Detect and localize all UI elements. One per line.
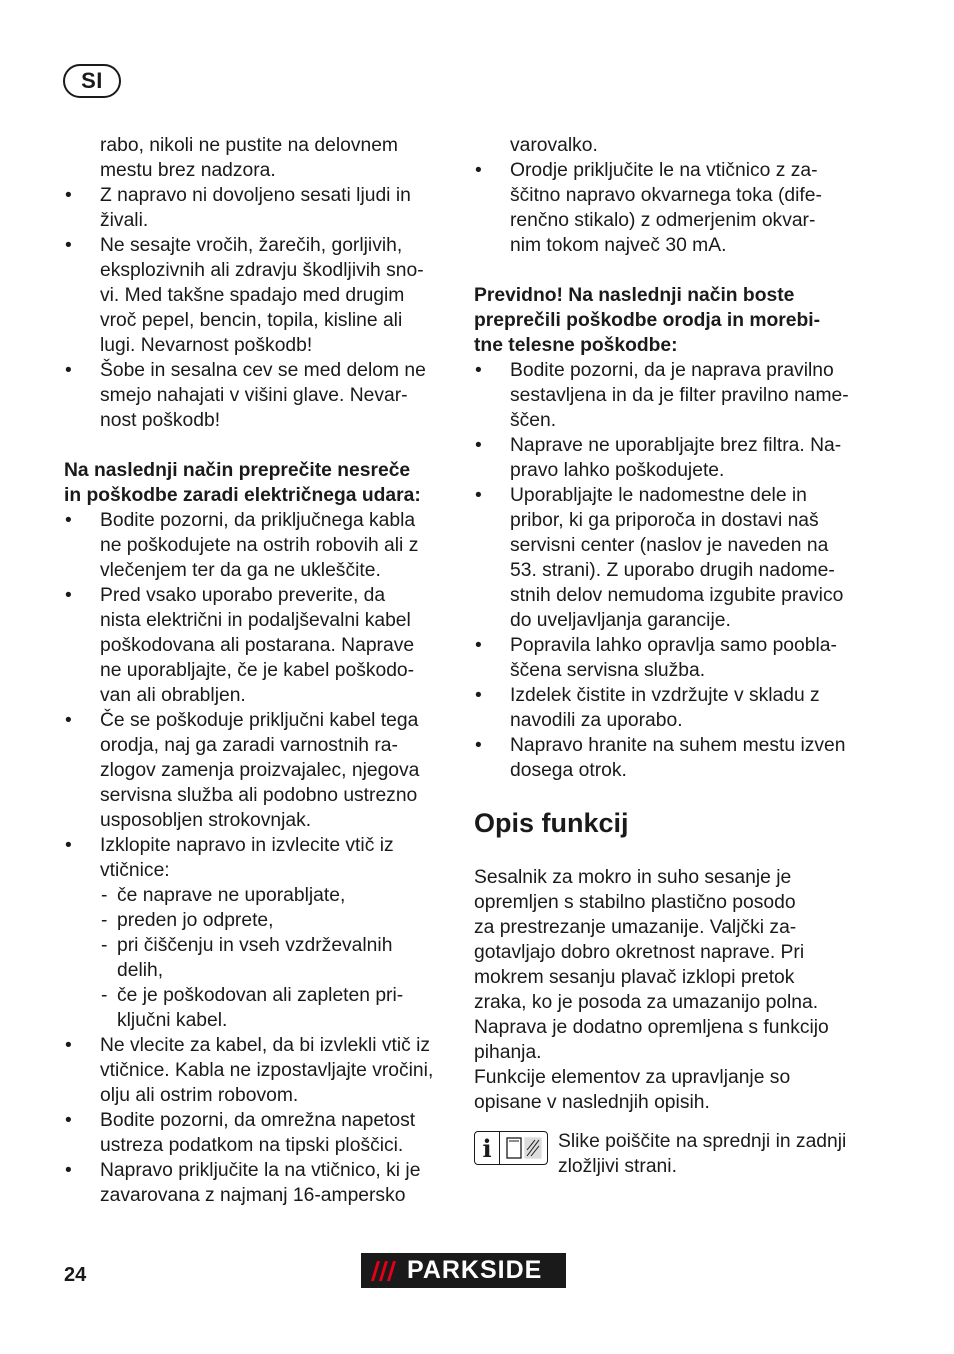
text-line: pribor, ki ga priporoča in dostavi naš (510, 510, 819, 531)
text-line: sestavljena in da je filter pravilno name- (510, 385, 849, 406)
text-line: rabo, nikoli ne pustite na delovnem (100, 135, 398, 156)
intro-text (474, 133, 860, 158)
text-line: vtičnice. Kabla ne izpostavljajte vročini, (100, 1060, 434, 1081)
list-item (64, 583, 450, 708)
section-heading (474, 283, 860, 358)
text-line: Naprava je dodatno opremljena s funkcijo (474, 1017, 829, 1038)
list-item (64, 183, 450, 233)
text-line: • Naprave ne uporabljajte brez filtra. Na- (510, 435, 842, 456)
text-line: olju ali ostrim robovom. (100, 1085, 299, 1106)
text-line: poškodovana ali postarana. Naprave (100, 635, 415, 656)
text-line: Funkcije elementov za upravljanje so (474, 1067, 791, 1088)
language-badge: SI (63, 64, 121, 98)
text-line: smejo nahajati v višini glave. Nevar- (100, 385, 408, 406)
text-line: delih, (117, 960, 164, 981)
info-text (558, 1129, 846, 1179)
text-line: servisni center (naslov je naveden na (510, 535, 829, 556)
list-item (474, 358, 860, 433)
description-paragraph (474, 865, 860, 1115)
text-line: varovalko. (510, 135, 598, 156)
list-item (474, 733, 860, 783)
sub-list-item (64, 933, 450, 983)
text-line: • Bodite pozorni, da omrežna napetost (100, 1110, 416, 1131)
text-line: nost poškodb! (100, 410, 221, 431)
list-item (64, 1158, 450, 1208)
info-i-icon: i (475, 1132, 500, 1164)
list-item (474, 633, 860, 683)
text-line: • Pred vsako uporabo preverite, da (100, 585, 386, 606)
text-line: • Popravila lahko opravlja samo poobla- (510, 635, 837, 656)
text-line: zložljivi strani. (558, 1156, 677, 1177)
text-line: Na naslednji način preprečite nesreče (64, 460, 411, 481)
text-line: • Če se poškoduje priključni kabel tega (100, 710, 419, 731)
text-line: ščitno napravo okvarnega toka (dife- (510, 185, 822, 206)
text-line: zavarovana z najmanj 16-ampersko (100, 1185, 406, 1206)
text-line: - če je poškodovan ali zapleten pri- (117, 985, 404, 1006)
text-line: renčno stikalo) z odmerjenim okvar- (510, 210, 816, 231)
text-line: - če naprave ne uporabljate, (117, 885, 346, 906)
text-line: eksplozivnih ali zdravju škodljivih sno- (100, 260, 424, 281)
text-line: lugi. Nevarnost poškodb! (100, 335, 313, 356)
text-line: servisna služba ali podobno ustrezno (100, 785, 418, 806)
text-line: • Izdelek čistite in vzdržujte v skladu z (510, 685, 820, 706)
text-line: • Bodite pozorni, da priključnega kabla (100, 510, 416, 531)
text-line: mokrem sesanju plavač izklopi pretok (474, 967, 795, 988)
text-line: • Ne sesajte vročih, žarečih, gorljivih, (100, 235, 403, 256)
brand-name: PARKSIDE (407, 1256, 543, 1284)
text-line: ščen. (510, 410, 557, 431)
text-line: nista električni in podaljševalni kabel (100, 610, 411, 631)
text-line: opremljen s stabilno plastično posodo (474, 892, 796, 913)
text-line: • Ne vlecite za kabel, da bi izvlekli vtič iz (100, 1035, 431, 1056)
text-line: • Bodite pozorni, da je naprava pravilno (510, 360, 834, 381)
list-item (64, 233, 450, 358)
list-item (64, 358, 450, 433)
text-line: opisane v naslednjih opisih. (474, 1092, 710, 1113)
text-line: Sesalnik za mokro in suho sesanje je (474, 867, 792, 888)
text-line: • Orodje priključite le na vtičnico z za- (510, 160, 818, 181)
text-line: dosega otrok. (510, 760, 627, 781)
text-line: usposobljen strokovnjak. (100, 810, 312, 831)
text-line: gotavljajo dobro okretnost naprave. Pri (474, 942, 805, 963)
list-item (474, 483, 860, 633)
list-item (64, 1033, 450, 1108)
text-line: stnih delov nemudoma izgubite pravico (510, 585, 844, 606)
page-number: 24 (64, 1264, 87, 1286)
text-line: tne telesne poškodbe: (474, 335, 678, 356)
text-line: zraka, ko je posoda za umazanijo polna. (474, 992, 819, 1013)
intro-text (64, 133, 450, 183)
section-title: Opis funkcij (474, 808, 629, 838)
list-item (474, 158, 860, 258)
stripes-icon (363, 1255, 403, 1286)
list-item (64, 1108, 450, 1158)
text-line: • Napravo hranite na suhem mestu izven (510, 735, 846, 756)
text-line: • Izklopite napravo in izvlecite vtič iz (100, 835, 394, 856)
info-note (474, 1129, 860, 1179)
text-line: orodja, naj ga zaradi varnostnih ra- (100, 735, 398, 756)
text-line: navodili za uporabo. (510, 710, 683, 731)
text-line: pihanja. (474, 1042, 542, 1063)
text-line: ne uporabljajte, če je kabel poškodo- (100, 660, 415, 681)
sub-list-item (64, 883, 450, 908)
list-item (64, 508, 450, 583)
list-item (64, 833, 450, 883)
foldout-page-icon (500, 1135, 547, 1161)
text-line: Previdno! Na naslednji način boste (474, 285, 795, 306)
text-line: do uveljavljanja garancije. (510, 610, 731, 631)
sub-list-item (64, 983, 450, 1033)
sub-list-item (64, 908, 450, 933)
text-line: za prestrezanje umazanije. Valjčki za- (474, 917, 797, 938)
text-line: zlogov zamenja proizvajalec, njegova (100, 760, 420, 781)
text-line: • Z napravo ni dovoljeno sesati ljudi in (100, 185, 411, 206)
text-line: ne poškodujete na ostrih robovih ali z (100, 535, 419, 556)
text-line: ustreza podatkom na tipski ploščici. (100, 1135, 404, 1156)
text-line: mestu brez nadzora. (100, 160, 276, 181)
text-line: vlečenjem ter da ga ne ukleščite. (100, 560, 381, 581)
section-heading (64, 458, 450, 508)
list-item (474, 433, 860, 483)
list-item (474, 683, 860, 733)
text-line: vtičnice: (100, 860, 170, 881)
text-line: • Uporabljajte le nadomestne dele in (510, 485, 807, 506)
text-line: in poškodbe zaradi električnega udara: (64, 485, 421, 506)
text-line: preprečili poškodbe orodja in morebi- (474, 310, 821, 331)
text-line: ključni kabel. (117, 1010, 228, 1031)
info-book-icon (474, 1131, 548, 1165)
text-line: • Šobe in sesalna cev se med delom ne (100, 360, 426, 381)
text-line: Slike poiščite na sprednji in zadnji (558, 1131, 847, 1152)
left-column (64, 133, 450, 1208)
text-line: vi. Med takšne spadajo med drugim (100, 285, 405, 306)
text-line: van ali obrabljen. (100, 685, 246, 706)
text-line: vroč pepel, bencin, topila, kisline ali (100, 310, 403, 331)
text-line: 53. strani). Z uporabo drugih nadome- (510, 560, 835, 581)
text-line: živali. (100, 210, 149, 231)
brand-logo (361, 1253, 566, 1288)
text-line: • Napravo priključite la na vtičnico, ki je (100, 1160, 421, 1181)
text-line: nim tokom največ 30 mA. (510, 235, 727, 256)
text-line: - pri čiščenju in vseh vzdrževalnih (117, 935, 393, 956)
right-column (474, 133, 860, 1179)
text-line: ščena servisna služba. (510, 660, 706, 681)
text-line: - preden jo odprete, (117, 910, 274, 931)
text-line: pravo lahko poškodujete. (510, 460, 725, 481)
list-item (64, 708, 450, 833)
